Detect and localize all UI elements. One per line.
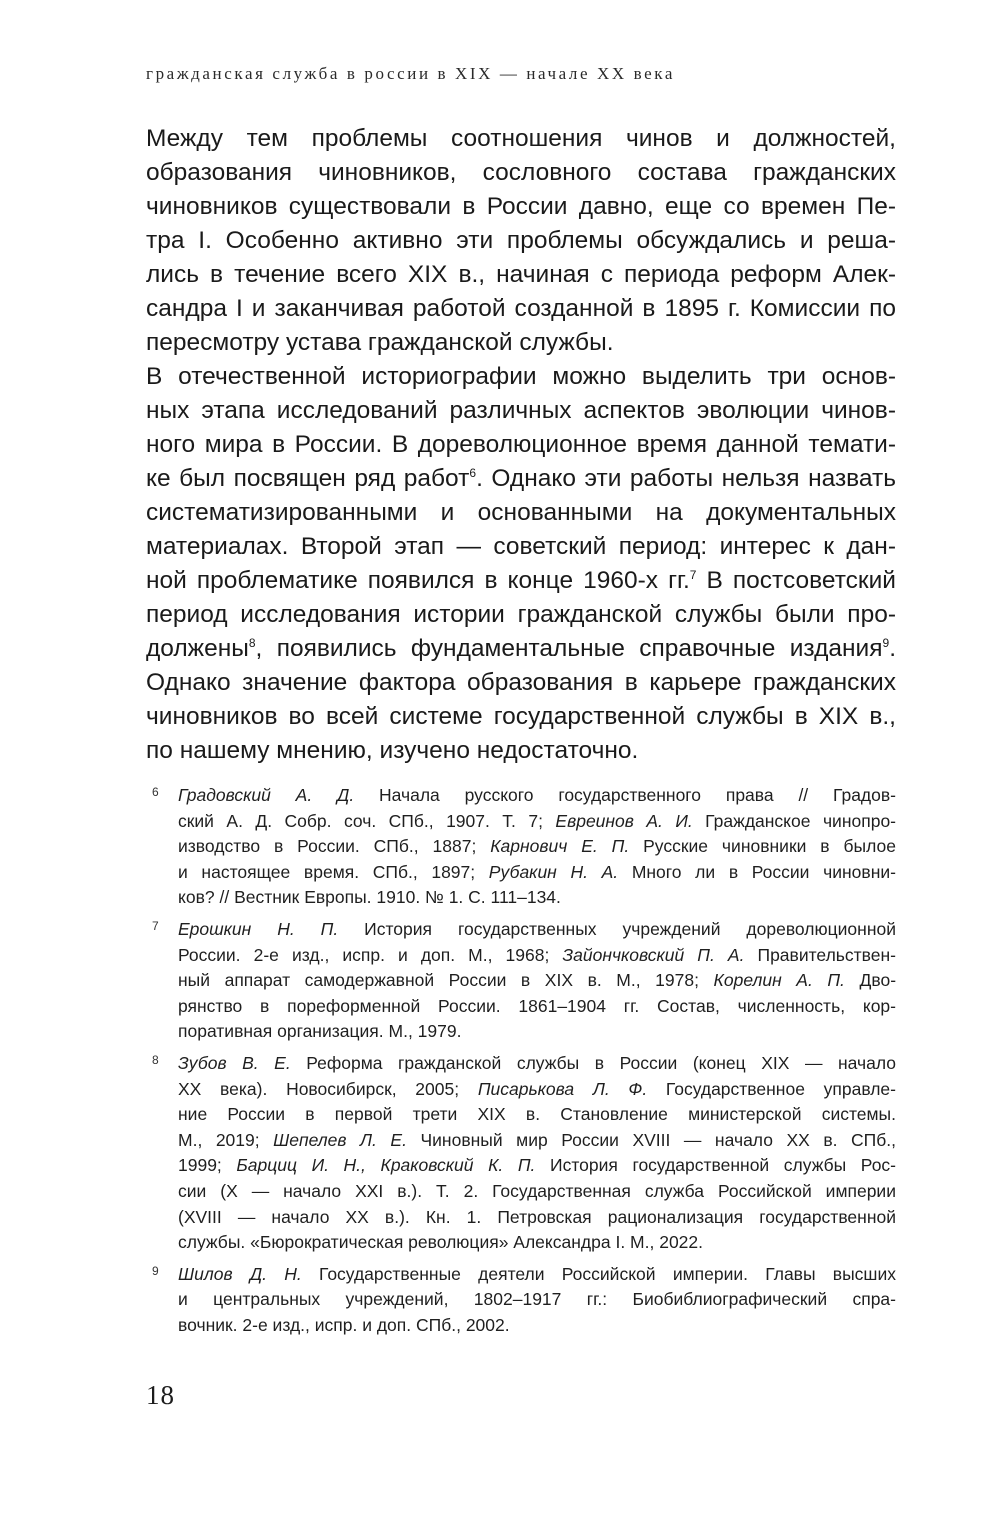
footnote-text: вочник. 2-е изд., испр. и доп. СПб., 2002. xyxy=(178,1314,510,1335)
text-line: по нашему мнению, изучено недостаточно. xyxy=(146,737,639,764)
footnote-7 xyxy=(146,917,896,1045)
footnote-number: 9 xyxy=(152,1263,159,1278)
footnote-text: ков? // Вестник Европы. 1910. № 1. С. 111–134. xyxy=(178,887,561,908)
footnote-line xyxy=(178,1313,896,1339)
footnote-line xyxy=(178,1102,896,1128)
running-head: гражданская служба в россии в XIX — начале XX века xyxy=(146,64,676,83)
footnote-text: 1999; xyxy=(178,1155,237,1176)
footnote-ref-6[interactable]: 6 xyxy=(469,465,477,480)
footnote-text: сии (X — начало XXI в.). Т. 2. Государственная служба Российской империи xyxy=(178,1180,896,1201)
author-name: Корелин А. П. xyxy=(713,970,845,991)
author-name: Писарькова Л. Ф. xyxy=(477,1078,648,1099)
footnote-text: и центральных учреждений, 1802–1917 гг.: Биобиблиографический спра- xyxy=(178,1289,896,1310)
footnote-line xyxy=(178,1019,896,1045)
footnote-line xyxy=(178,943,896,969)
footnote-text: службы. «Бюрократическая революция» Александра I. М., 2022. xyxy=(178,1232,703,1253)
footnote-text: Дво- xyxy=(844,970,897,991)
footnotes xyxy=(146,783,896,1344)
text-segment: . xyxy=(889,635,896,662)
text-line: сандра I и заканчивая работой созданной в 1895 г. Комиссии по xyxy=(146,295,896,322)
footnote-ref-9[interactable]: 9 xyxy=(882,635,890,650)
text-line: образования чиновников, сословного состава гражданских xyxy=(146,159,896,186)
footnote-line xyxy=(178,885,896,911)
text-segment: должены xyxy=(146,635,249,662)
footnote-text: XX века). Новосибирск, 2005; xyxy=(178,1078,478,1099)
author-name: Рубакин Н. А. xyxy=(488,861,619,882)
footnote-line xyxy=(178,917,896,943)
text-line: В отечественной историографии можно выделить три основ- xyxy=(146,363,896,390)
footnote-text: поративная организация. М., 1979. xyxy=(178,1021,462,1042)
author-name: Барциц И. Н., Краковский К. П. xyxy=(236,1155,536,1176)
footnote-ref-8[interactable]: 8 xyxy=(248,635,256,650)
footnote-ref-7[interactable]: 7 xyxy=(689,567,697,582)
footnote-line xyxy=(178,834,896,860)
page-number: 18 xyxy=(146,1380,175,1410)
footnote-text: (XVIII — начало XX в.). Кн. 1. Петровская рационализация государственной xyxy=(178,1206,896,1227)
author-name: Карнович Е. П. xyxy=(490,836,630,857)
text-line: чиновников во всей системе государственной службы в XIX в., xyxy=(146,703,896,730)
footnote-number: 7 xyxy=(152,918,159,933)
footnote-text: Начала русского государственного права // Градов- xyxy=(354,785,897,805)
footnote-text: ние России в первой трети XIX в. Становление министерской системы. xyxy=(178,1104,896,1125)
main-text xyxy=(146,122,896,768)
footnote-line xyxy=(178,1128,896,1154)
footnote-line xyxy=(178,1077,896,1103)
footnote-line xyxy=(178,1205,896,1231)
footnote-text: Много ли в России чиновни- xyxy=(618,861,896,882)
footnote-text: ский А. Д. Собр. соч. СПб., 1907. Т. 7; xyxy=(178,810,556,831)
text-line: Однако значение фактора образования в карьере гражданских xyxy=(146,669,896,696)
text-line: чиновников существовали в России давно, еще со времен Пе- xyxy=(146,193,896,220)
footnote-text: Чиновный мир России XVIII — начало XX в. СПб., xyxy=(406,1129,896,1150)
footnote-8 xyxy=(146,1051,896,1256)
footnote-text: Государственное управле- xyxy=(647,1078,896,1099)
footnote-text: М., 2019; xyxy=(178,1129,274,1150)
footnote-text: рянство в пореформенной России. 1861–1904 гг. Состав, численность, кор- xyxy=(178,995,896,1016)
text-line xyxy=(146,632,896,666)
footnote-text: России. 2-е изд., испр. и доп. М., 1968; xyxy=(178,944,563,965)
footnote-line xyxy=(178,994,896,1020)
paragraph-2 xyxy=(146,360,896,768)
footnote-line xyxy=(178,860,896,886)
footnote-9 xyxy=(146,1262,896,1339)
footnote-text: ный аппарат самодержавной России в XIX в. М., 1978; xyxy=(178,970,714,991)
text-segment: ке был посвящен ряд работ xyxy=(146,465,470,492)
text-line: материалах. Второй этап — советский период: интерес к дан- xyxy=(146,533,896,560)
author-name: Евреинов А. И. xyxy=(555,810,693,831)
author-name: Зайончковский П. А. xyxy=(562,944,745,965)
footnote-line xyxy=(178,1153,896,1179)
footnote-text: Реформа гражданской службы в России (конец XIX — начало xyxy=(290,1052,896,1073)
text-line: Между тем проблемы соотношения чинов и должностей, xyxy=(146,125,896,152)
footnote-line xyxy=(178,1179,896,1205)
footnote-text: изводство в России. СПб., 1887; xyxy=(178,836,491,857)
footnote-text: История государственных учреждений дореволюционной xyxy=(338,918,896,939)
author-name: Ерошкин Н. П. xyxy=(178,918,339,939)
text-line xyxy=(146,462,896,496)
footnote-number: 6 xyxy=(152,785,159,799)
footnote-text: Государственные деятели Российской империи. Главы высших xyxy=(301,1263,896,1284)
author-name: Градовский А. Д. xyxy=(178,785,355,805)
footnote-text: Гражданское чинопро- xyxy=(692,810,896,831)
footnote-line xyxy=(178,968,896,994)
footnote-text: Русские чиновники в былое xyxy=(629,836,896,857)
footnote-text: и настоящее время. СПб., 1897; xyxy=(178,861,489,882)
footnote-6 xyxy=(146,783,896,911)
author-name: Шепелев Л. Е. xyxy=(273,1129,407,1150)
text-segment: , появились фундаментальные справочные издания xyxy=(255,635,883,662)
text-segment: . Однако эти работы нельзя назвать xyxy=(476,465,896,492)
text-line: лись в течение всего XIX в., начиная с периода реформ Алек- xyxy=(146,261,896,288)
footnote-line xyxy=(178,1051,896,1077)
footnote-line xyxy=(178,1230,896,1256)
footnote-text: История государственной службы Рос- xyxy=(535,1155,897,1176)
footnote-line xyxy=(178,783,896,809)
author-name: Зубов В. Е. xyxy=(178,1052,291,1073)
footnote-text: Правительствен- xyxy=(744,944,896,965)
text-segment: ной проблематике появился в конце 1960-х гг. xyxy=(146,567,690,594)
text-line: систематизированными и основанными на документальных xyxy=(146,499,896,526)
text-line: тра I. Особенно активно эти проблемы обсуждались и реша- xyxy=(146,227,896,254)
text-line: ного мира в России. В дореволюционное время данной темати- xyxy=(146,431,896,458)
text-line: период исследования истории гражданской службы были про- xyxy=(146,601,896,628)
footnote-number: 8 xyxy=(152,1052,159,1067)
author-name: Шилов Д. Н. xyxy=(178,1263,302,1284)
text-line: ных этапа исследований различных аспектов эволюции чинов- xyxy=(146,397,896,424)
text-line: пересмотру устава гражданской службы. xyxy=(146,329,614,356)
footnote-line xyxy=(178,1262,896,1288)
footnote-line xyxy=(178,809,896,835)
paragraph-1 xyxy=(146,122,896,360)
footnote-line xyxy=(178,1287,896,1313)
text-line xyxy=(146,564,896,598)
text-segment: В постсоветский xyxy=(696,567,896,594)
